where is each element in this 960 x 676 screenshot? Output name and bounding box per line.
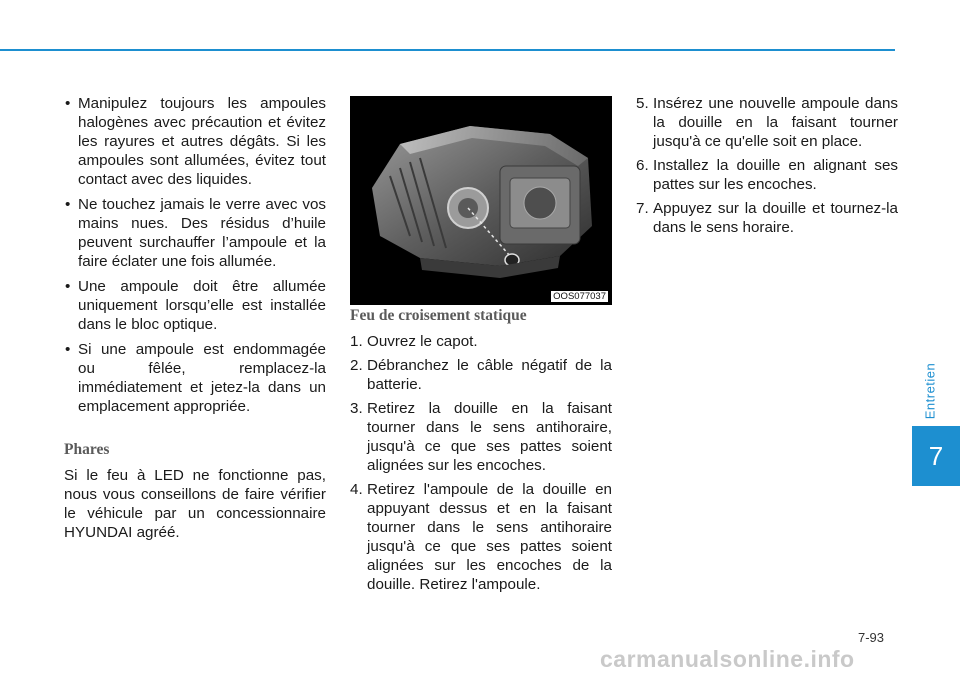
- chapter-title-text: Entretien: [922, 362, 938, 420]
- page-number: 7-93: [858, 630, 885, 645]
- step-text: Installez la douille en alignant ses pattes sur les encoches.: [653, 157, 898, 193]
- step-number: 1.: [350, 333, 363, 350]
- step-text: Retirez la douille en la faisant tourner dans le sens antihoraire, jusqu'à ce que ses pattes soient alignées sur les encoches.: [367, 400, 612, 474]
- step-number: 5.: [636, 95, 649, 112]
- step-item: [636, 156, 898, 194]
- step-item: [350, 480, 612, 594]
- caution-item: • Manipulez toujours les ampoules halogènes avec précaution et évitez les rayures et autres dégâts. Si les ampoules sont allumées, évitez tout contact avec des liquides.: [64, 94, 326, 189]
- steps-list-2: [636, 94, 898, 237]
- step-text: Ouvrez le capot.: [367, 333, 478, 350]
- headlamp-illustration: [350, 96, 612, 305]
- step-text: Débranchez le câble négatif de la batterie.: [367, 357, 612, 393]
- section-heading-phares: Phares: [64, 441, 110, 458]
- step-text: Insérez une nouvelle ampoule dans la douille en la faisant tourner jusqu'à ce qu'elle soit en place.: [653, 95, 898, 150]
- column-left: [64, 94, 326, 542]
- steps-list-1: [350, 332, 612, 594]
- column-right: [636, 94, 898, 242]
- step-item: [350, 356, 612, 394]
- chapter-tab: 7: [912, 426, 960, 486]
- section-heading-feu-croisement: Feu de croisement statique: [350, 307, 527, 324]
- phares-paragraph: Si le feu à LED ne fonctionne pas, nous vous conseillons de faire vérifier le véhicule par un concessionnaire HYUNDAI agréé.: [64, 467, 326, 541]
- step-number: 3.: [350, 400, 363, 417]
- watermark: carmanualsonline.info: [600, 646, 855, 672]
- caution-item: • Si une ampoule est endommagée ou fêlée, remplacez-la immédiatement et jetez-la dans un emplacement appropriée.: [64, 340, 326, 416]
- caution-item: • Ne touchez jamais le verre avec vos mains nues. Des résidus d’huile peuvent surchauffer l’ampoule et la faire éclater une fois allumée.: [64, 195, 326, 271]
- step-number: 7.: [636, 200, 649, 217]
- step-item: [636, 199, 898, 237]
- step-item: [350, 399, 612, 475]
- step-number: 4.: [350, 481, 363, 498]
- column-middle: [350, 306, 612, 599]
- step-item: [636, 94, 898, 151]
- caution-item: • Une ampoule doit être allumée uniquement lorsqu’elle est installée dans le bloc optique.: [64, 277, 326, 334]
- headlamp-figure: [350, 96, 612, 305]
- header-rule: [0, 49, 895, 51]
- chapter-title-vertical: [918, 356, 942, 426]
- step-number: 6.: [636, 157, 649, 174]
- step-item: [350, 332, 612, 351]
- caution-list: [64, 94, 326, 416]
- figure-code: OOS077037: [553, 291, 606, 302]
- step-text: Retirez l'ampoule de la douille en appuyant dessus et en la faisant tourner dans le sens antihoraire jusqu'à ce que ses pattes soient alignées sur les encoches de la douille. Retirez l'ampoule.: [367, 481, 612, 593]
- step-number: 2.: [350, 357, 363, 374]
- step-text: Appuyez sur la douille et tournez-la dans le sens horaire.: [653, 200, 898, 236]
